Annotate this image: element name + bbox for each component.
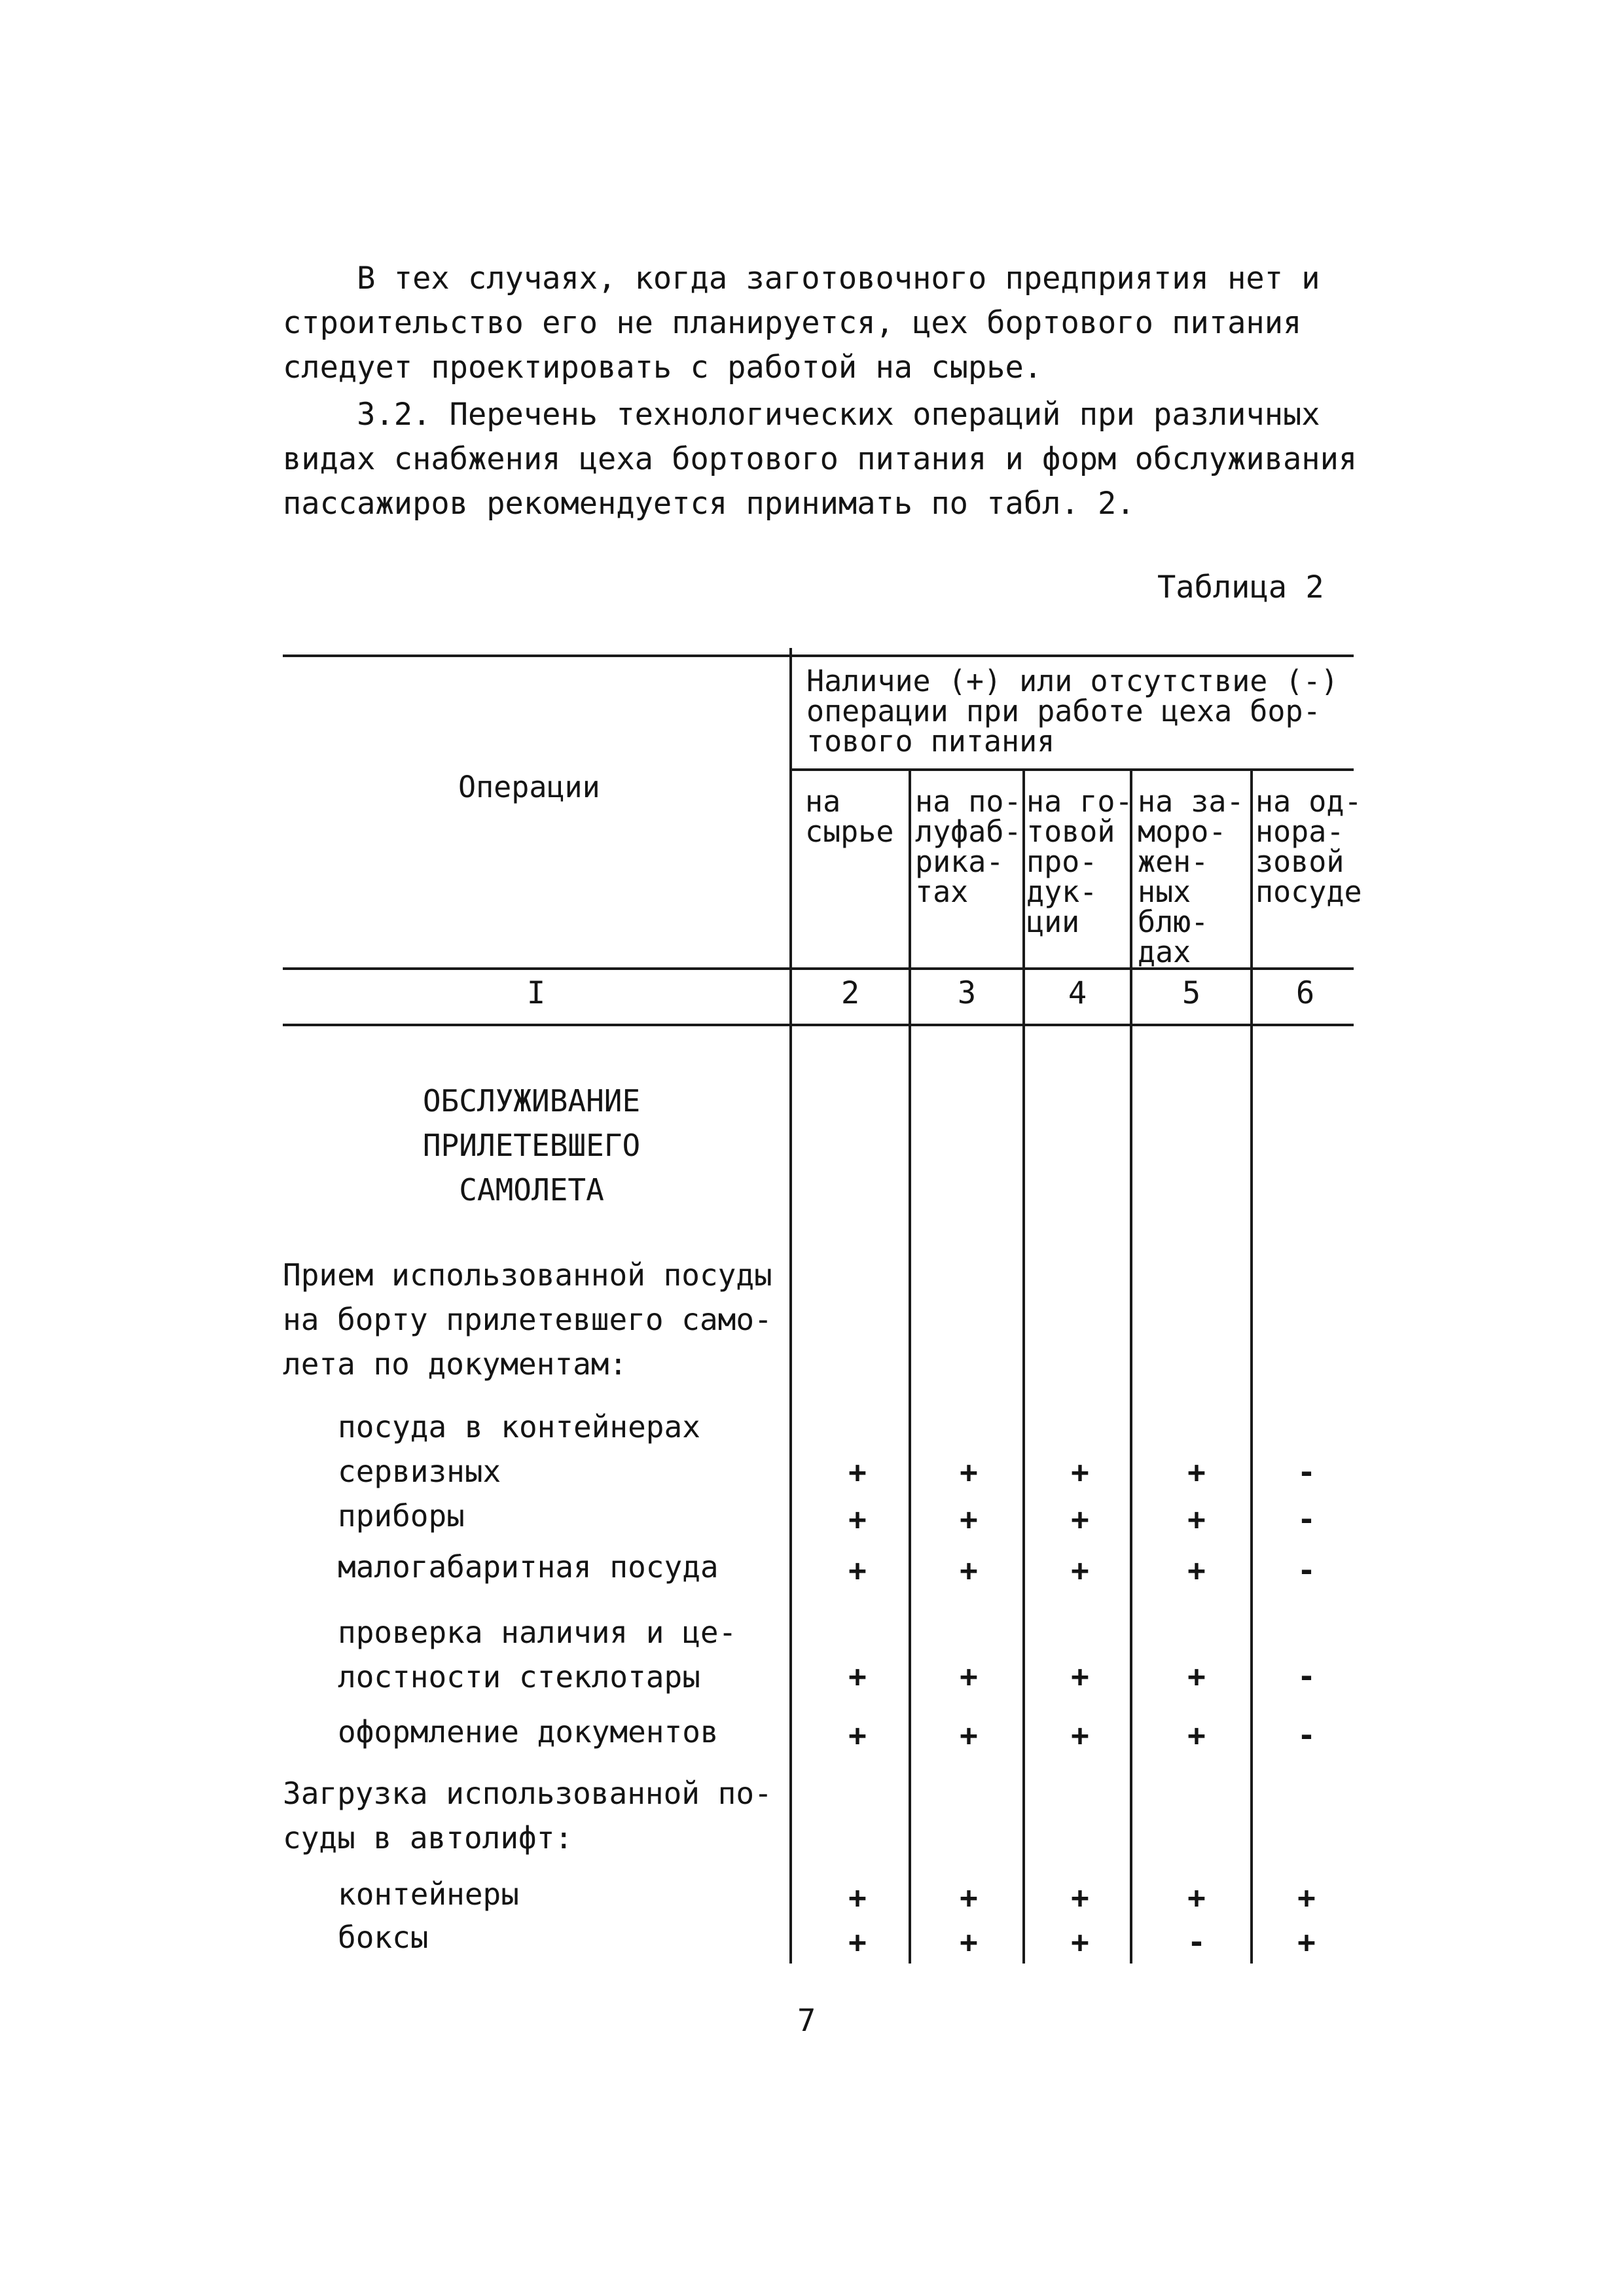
mark-r4-c2: +	[960, 1659, 978, 1694]
mark-r7-c4: +	[1187, 1880, 1206, 1915]
mark-r1-c4: +	[1187, 1454, 1206, 1490]
mark-r1-c1: +	[848, 1454, 867, 1490]
row-label-0: Прием использованной посуды на борту прилетевшего само- лета по документам:	[283, 1257, 772, 1382]
mark-r8-c1: +	[848, 1924, 867, 1960]
table-top-border	[283, 655, 1354, 657]
mark-r4-c1: +	[848, 1659, 867, 1694]
mark-r5-c3: +	[1071, 1717, 1089, 1753]
paragraph-2: 3.2. Перечень технологических операций при различных видах снабжения цеха бортового питания и форм обслуживания пассажиров рекомендуется принимать по табл. 2.	[283, 397, 1358, 522]
mark-r4-c5: -	[1297, 1659, 1316, 1694]
column-number-4: 4	[1068, 975, 1087, 1011]
mark-r1-c5: -	[1297, 1454, 1316, 1490]
mark-r3-c5: -	[1297, 1552, 1316, 1588]
row-label-4: проверка наличия и це- лостности стеклотары	[338, 1615, 737, 1695]
column-number-2: 2	[840, 975, 860, 1011]
subheader-frozen: на за- моро- жен- ных блю- дах	[1138, 784, 1244, 969]
mark-r1-c2: +	[960, 1454, 978, 1490]
col-divider-3	[1022, 768, 1025, 1964]
mark-r7-c5: +	[1297, 1880, 1316, 1915]
page-number: 7	[797, 2003, 816, 2039]
header-group: Наличие (+) или отсутствие (-) операции при работе цеха бор- тового питания	[806, 664, 1339, 759]
subheader-disposable: на од- нора- зовой посуде	[1255, 784, 1362, 909]
mark-r5-c1: +	[848, 1717, 867, 1753]
col-divider-5	[1250, 768, 1253, 1964]
mark-r8-c2: +	[960, 1924, 978, 1960]
mark-r2-c4: +	[1187, 1501, 1206, 1537]
section-title: ОБСЛУЖИВАНИЕ ПРИЛЕТЕВШЕГО САМОЛЕТА	[422, 1083, 641, 1208]
column-number-6: 6	[1295, 975, 1315, 1011]
mark-r5-c4: +	[1187, 1717, 1206, 1753]
mark-r3-c1: +	[848, 1552, 867, 1588]
mark-r5-c5: -	[1297, 1717, 1316, 1753]
row-label-8: боксы	[338, 1920, 429, 1955]
mark-r8-c3: +	[1071, 1924, 1089, 1960]
mark-r3-c4: +	[1187, 1552, 1206, 1588]
subheader-raw: на сырье	[805, 784, 894, 849]
mark-r2-c2: +	[960, 1501, 978, 1537]
row-label-3: малогабаритная посуда	[338, 1549, 719, 1585]
col-divider-4	[1130, 768, 1132, 1964]
mark-r8-c5: +	[1297, 1924, 1316, 1960]
paragraph-1: В тех случаях, когда заготовочного предприятия нет и строительство его не планируется, цех бортового питания следует проектировать с работой на сырье.	[283, 260, 1320, 386]
mark-r7-c3: +	[1071, 1880, 1089, 1915]
subheader-semifinished: на по- луфаб- рика- тах	[915, 784, 1022, 909]
mark-r4-c3: +	[1071, 1659, 1089, 1694]
column-number-5: 5	[1182, 975, 1201, 1011]
row-label-5: оформление документов	[338, 1714, 719, 1749]
header-operations: Операции	[458, 770, 600, 804]
mark-r2-c5: -	[1297, 1501, 1316, 1537]
col-divider-2	[909, 768, 911, 1964]
subheader-ready: на го- товой про- дук- ции	[1026, 784, 1133, 939]
mark-r8-c4: -	[1187, 1924, 1206, 1960]
column-number-1: I	[526, 975, 546, 1011]
column-number-3: 3	[957, 975, 977, 1011]
mark-r7-c1: +	[848, 1880, 867, 1915]
mark-r1-c3: +	[1071, 1454, 1089, 1490]
mark-r2-c1: +	[848, 1501, 867, 1537]
numbers-bottom-border	[283, 1024, 1354, 1026]
table-caption: Таблица 2	[1157, 569, 1324, 605]
row-label-2: приборы	[338, 1498, 465, 1534]
mark-r4-c4: +	[1187, 1659, 1206, 1694]
row-label-1: посуда в контейнерах сервизных	[338, 1409, 700, 1489]
header-bottom-border	[283, 967, 1354, 970]
mark-r7-c2: +	[960, 1880, 978, 1915]
mark-r3-c2: +	[960, 1552, 978, 1588]
mark-r2-c3: +	[1071, 1501, 1089, 1537]
group-header-divider	[789, 768, 1354, 771]
col-divider-1	[789, 648, 792, 1964]
mark-r3-c3: +	[1071, 1552, 1089, 1588]
mark-r5-c2: +	[960, 1717, 978, 1753]
row-label-6: Загрузка использованной по- суды в автолифт:	[283, 1776, 772, 1856]
row-label-7: контейнеры	[338, 1876, 519, 1912]
